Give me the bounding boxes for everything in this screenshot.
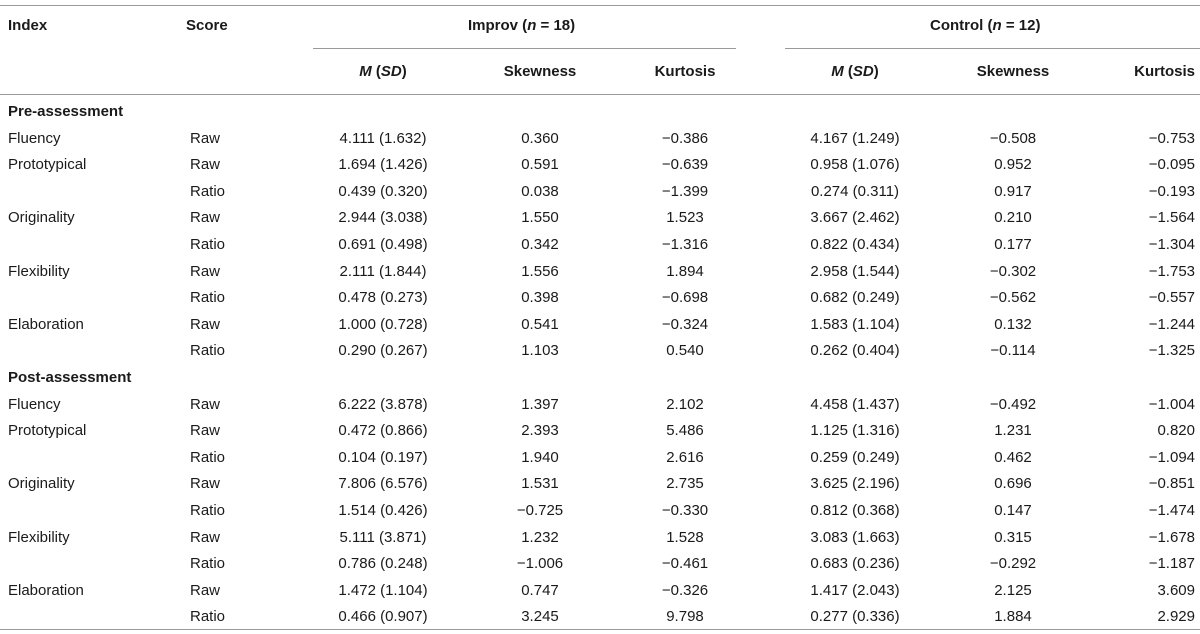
control-msd-cell: 0.262 (0.404) [810,342,900,360]
header-control: Control (n = 12) [930,17,1041,34]
improv-kurtosis-cell: −0.324 [661,315,709,333]
improv-msd-cell: 1.000 (0.728) [338,315,428,333]
improv-msd-cell: 6.222 (3.878) [338,395,428,413]
control-msd-cell: 0.812 (0.368) [810,502,900,519]
control-msd-cell: 0.822 (0.434) [810,236,900,253]
improv-kurtosis-cell: 2.102 [666,395,704,413]
row-score: Raw [190,156,221,174]
control-msd-cell: 0.958 (1.076) [810,156,900,174]
improv-kurtosis-cell: −0.330 [661,502,709,519]
row-index: Prototypical [8,156,87,174]
improv-kurtosis-cell: −0.698 [661,289,709,307]
improv-skewness-cell: −0.725 [516,502,564,519]
improv-skewness-cell: 0.342 [521,236,559,253]
improv-n-symbol: n [527,17,537,34]
control-skewness-cell: 0.952 [994,156,1032,174]
control-kurtosis-cell: −0.557 [1148,289,1195,307]
bottom-rule [0,629,1200,630]
improv-n-value: = 18 [540,17,571,34]
header-index: Index [8,17,48,34]
row-score: Ratio [190,342,226,360]
control-kurtosis-cell: −0.753 [1148,129,1195,147]
control-skewness-cell: 0.132 [994,315,1032,333]
control-n-symbol: n [992,17,1002,34]
control-skewness-cell: 0.315 [994,528,1032,546]
improv-msd-cell: 2.111 (1.844) [339,262,427,280]
improv-msd-cell: 1.514 (0.426) [338,502,428,519]
row-score: Raw [190,581,221,599]
improv-msd-cell: 0.290 (0.267) [338,342,428,360]
control-kurtosis-cell: −1.244 [1148,315,1195,333]
control-kurtosis-cell: −1.753 [1148,262,1195,280]
control-label: Control [930,17,984,34]
control-kurtosis-cell: −1.094 [1148,448,1195,466]
control-skewness-cell: −0.292 [989,555,1037,573]
control-msd-cell: 3.667 (2.462) [810,209,900,227]
control-sd-symbol: SD [852,63,874,80]
improv-kurtosis-cell: −0.639 [661,156,709,174]
control-msd-cell: 0.682 (0.249) [810,289,900,307]
section-title: Post-assessment [8,369,132,386]
control-skewness-cell: 0.462 [994,448,1032,466]
improv-msd-cell: 1.694 (1.426) [338,156,428,174]
control-skewness-cell: 0.177 [994,236,1032,253]
row-index: Flexibility [8,528,70,546]
control-skewness-cell: −0.114 [990,342,1036,360]
control-msd-cell: 1.125 (1.316) [810,422,900,440]
control-m-symbol: M [831,63,844,80]
row-index: Fluency [8,129,61,147]
improv-skewness-cell: 3.245 [521,608,559,626]
improv-skewness-cell: 0.398 [521,289,559,307]
improv-msd-cell: 0.472 (0.866) [338,422,428,440]
improv-skewness-cell: 0.038 [521,182,559,200]
row-score: Ratio [190,555,226,573]
control-skewness-cell: −0.302 [989,262,1037,280]
control-n-value: = 12 [1005,17,1036,34]
improv-label: Improv [468,17,519,34]
improv-group-rule [313,48,736,49]
control-kurtosis-cell: 3.609 [1157,581,1195,599]
improv-skewness-cell: 1.397 [521,395,559,413]
improv-kurtosis-cell: 1.523 [666,209,704,227]
row-index: Elaboration [8,581,84,599]
control-msd-cell: 2.958 (1.544) [810,262,900,280]
improv-skewness-cell: 0.591 [521,156,559,174]
control-skewness-cell: 0.696 [994,475,1032,493]
row-score: Raw [190,475,221,493]
row-score: Raw [190,528,221,546]
improv-msd-cell: 7.806 (6.576) [338,475,428,493]
row-index: Originality [8,475,75,493]
row-score: Ratio [190,289,226,307]
row-index: Fluency [8,395,61,413]
control-msd-cell: 0.259 (0.249) [810,448,900,466]
control-skewness-cell: −0.562 [989,289,1037,307]
improv-msd-cell: 2.944 (3.038) [338,209,428,227]
control-skewness-cell: 2.125 [994,581,1032,599]
row-score: Ratio [190,502,226,519]
row-score: Ratio [190,182,226,200]
row-score: Ratio [190,608,226,626]
improv-kurtosis-cell: −0.326 [661,581,709,599]
control-skewness-cell: 0.147 [994,502,1032,519]
control-kurtosis-cell: −1.325 [1148,342,1195,360]
control-msd-cell: 1.583 (1.104) [810,315,900,333]
control-msd-cell: 0.277 (0.336) [810,608,900,626]
control-kurtosis-cell: −1.474 [1148,502,1195,519]
improv-kurtosis-cell: 1.894 [666,262,704,280]
control-skewness-cell: 0.917 [994,182,1032,200]
improv-skewness-cell: 1.556 [521,262,559,280]
control-msd-cell: 4.167 (1.249) [810,129,900,147]
improv-skewness-cell: 1.940 [521,448,559,466]
row-index: Prototypical [8,422,87,440]
improv-kurtosis-cell: 2.616 [666,448,704,466]
header-improv-skewness: Skewness [503,63,577,80]
improv-kurtosis-cell: 1.528 [666,528,704,546]
improv-sd-symbol: SD [380,63,402,80]
row-score: Ratio [190,448,226,466]
control-kurtosis-cell: 0.820 [1157,422,1195,440]
control-msd-cell: 1.417 (2.043) [810,581,900,599]
improv-skewness-cell: 1.232 [521,528,559,546]
improv-msd-cell: 5.111 (3.871) [339,528,427,546]
control-msd-cell: 0.274 (0.311) [810,182,900,200]
improv-msd-cell: 0.439 (0.320) [338,182,428,200]
control-kurtosis-cell: −0.095 [1148,156,1195,174]
improv-msd-cell: 0.786 (0.248) [338,555,428,573]
improv-skewness-cell: 1.103 [521,342,559,360]
row-score: Ratio [190,236,226,253]
header-control-skewness: Skewness [976,63,1050,80]
improv-kurtosis-cell: −0.461 [661,555,709,573]
control-msd-cell: 4.458 (1.437) [810,395,900,413]
improv-skewness-cell: 0.541 [521,315,559,333]
control-msd-cell: 3.083 (1.663) [810,528,900,546]
row-score: Raw [190,395,221,413]
control-msd-cell: 3.625 (2.196) [810,475,900,493]
header-improv-kurtosis: Kurtosis [654,63,716,80]
control-kurtosis-cell: −1.004 [1148,395,1195,413]
section-title: Pre-assessment [8,103,124,120]
control-group-rule [785,48,1200,49]
row-score: Raw [190,422,221,440]
improv-kurtosis-cell: 9.798 [666,608,704,626]
row-score: Raw [190,129,221,147]
improv-msd-cell: 0.478 (0.273) [338,289,428,307]
improv-kurtosis-cell: −1.399 [661,182,709,200]
improv-msd-cell: 4.111 (1.632) [339,129,427,147]
row-index: Elaboration [8,315,84,333]
improv-msd-cell: 1.472 (1.104) [338,581,428,599]
improv-msd-cell: 0.466 (0.907) [338,608,428,626]
control-kurtosis-cell: −1.304 [1148,236,1195,253]
control-skewness-cell: −0.508 [989,129,1037,147]
header-control-msd: M (SD) [831,63,879,80]
header-control-kurtosis: Kurtosis [1134,63,1195,80]
improv-m-symbol: M [359,63,372,80]
control-skewness-cell: 1.231 [994,422,1032,440]
improv-skewness-cell: 0.360 [521,129,559,147]
improv-skewness-cell: 1.531 [521,475,559,493]
improv-skewness-cell: 2.393 [521,422,559,440]
header-improv: Improv (n = 18) [468,17,576,34]
improv-msd-cell: 0.691 (0.498) [338,236,428,253]
improv-kurtosis-cell: 5.486 [666,422,704,440]
control-kurtosis-cell: −0.193 [1148,182,1195,200]
improv-skewness-cell: 0.747 [521,581,559,599]
control-kurtosis-cell: 2.929 [1157,608,1195,626]
row-index: Flexibility [8,262,70,280]
header-bottom-rule [0,94,1200,95]
top-rule [0,5,1200,6]
control-kurtosis-cell: −0.851 [1148,475,1195,493]
improv-kurtosis-cell: −1.316 [661,236,709,253]
improv-skewness-cell: −1.006 [516,555,564,573]
row-score: Raw [190,209,221,227]
improv-skewness-cell: 1.550 [521,209,559,227]
control-kurtosis-cell: −1.564 [1148,209,1195,227]
row-index: Originality [8,209,75,227]
control-skewness-cell: −0.492 [989,395,1037,413]
control-kurtosis-cell: −1.187 [1148,555,1195,573]
improv-msd-cell: 0.104 (0.197) [338,448,428,466]
header-score: Score [186,17,228,34]
improv-kurtosis-cell: −0.386 [661,129,709,147]
improv-kurtosis-cell: 0.540 [666,342,704,360]
control-msd-cell: 0.683 (0.236) [810,555,900,573]
control-skewness-cell: 0.210 [994,209,1032,227]
improv-kurtosis-cell: 2.735 [666,475,704,493]
control-skewness-cell: 1.884 [994,608,1032,626]
header-improv-msd: M (SD) [359,63,407,80]
control-kurtosis-cell: −1.678 [1148,528,1195,546]
row-score: Raw [190,262,221,280]
row-score: Raw [190,315,221,333]
